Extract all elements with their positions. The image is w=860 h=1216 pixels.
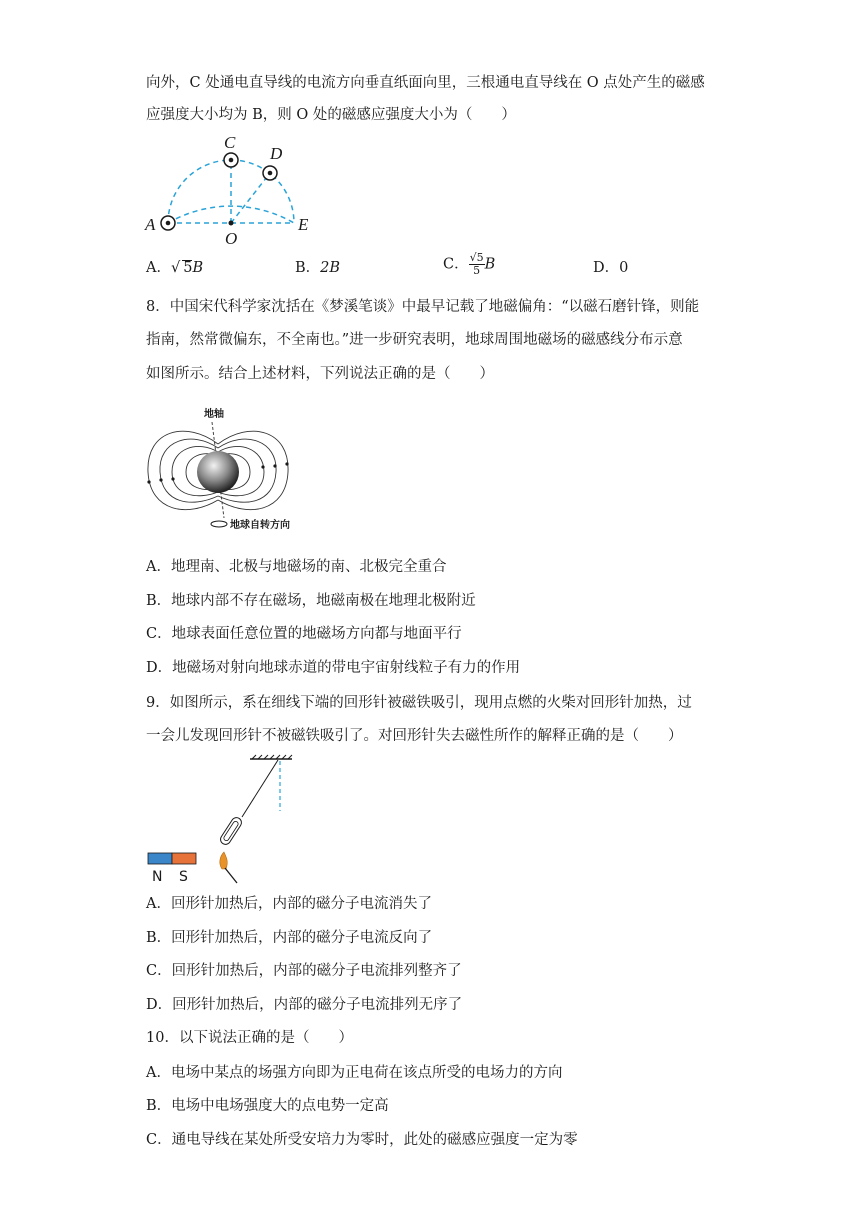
q7-option-a[interactable]: A．√ 5B [146,260,204,276]
q8-stem-line-2: 指南，然常微偏东，不全南也。”进一步研究表明，地球周围地磁场的磁感线分布示意 [146,332,683,348]
label-o: O [225,229,238,248]
q9-option-c[interactable]: C．回形针加热后，内部的磁分子电流排列整齐了 [146,963,462,979]
q7-stem-line-1: 向外，C 处通电直导线的电流方向垂直纸面向里，三根通电直导线在 O 点处产生的磁感 [146,75,705,91]
q8-option-a[interactable]: A．地理南、北极与地磁场的南、北极完全重合 [146,559,447,575]
magnet-s-half [172,853,196,864]
magnet-s-label: S [179,869,188,885]
q7-option-d[interactable]: D．0 [593,260,629,276]
label-e: E [298,215,309,234]
label-a: A [145,215,156,234]
wire-a-dot-icon [161,216,175,230]
q8-stem-line-3: 如图所示。结合上述材料，下列说法正确的是（ ） [146,366,494,382]
wire-c-dot-icon [224,153,238,167]
q9-option-d[interactable]: D．回形针加热后，内部的磁分子电流排列无序了 [146,997,463,1013]
q9-option-a[interactable]: A．回形针加热后，内部的磁分子电流消失了 [146,896,432,912]
q10-option-b[interactable]: B．电场中电场强度大的点电势一定高 [146,1098,389,1114]
q10-option-c[interactable]: C．通电导线在某处所受安培力为零时，此处的磁感应强度一定为零 [146,1132,578,1148]
magnet-n-label: N [152,869,163,885]
magnet-n-half [148,853,172,864]
q7-semicircle-figure [140,130,340,250]
q7-option-b[interactable]: B．2B [295,260,341,276]
q8-option-d[interactable]: D．地磁场对射向地球赤道的带电宇宙射线粒子有力的作用 [146,660,521,676]
thread-line [242,760,278,817]
match-stick [225,868,237,883]
earth-sphere [197,451,239,493]
paperclip-magnet-figure [146,755,306,885]
q7-stem-line-2: 应强度大小均为 B，则 O 处的磁感应强度大小为（ ） [146,107,516,123]
q9-stem-line-2: 一会儿发现回形针不被磁铁吸引了。对回形针失去磁性所作的解释正确的是（ ） [146,728,683,744]
q8-stem-line-1: 8．中国宋代科学家沈括在《梦溪笔谈》中最早记载了地磁偏角：“以磁石磨针锋，则能 [146,299,700,315]
q10-stem: 10．以下说法正确的是（ ） [146,1030,353,1046]
q9-option-b[interactable]: B．回形针加热后，内部的磁分子电流反向了 [146,930,433,946]
label-d: D [270,144,283,163]
q7-option-c[interactable]: C． $\frac{√5}{5}$ B [443,251,496,277]
flame-icon [220,852,227,869]
point-o [229,221,234,226]
earth-axis-label: 地轴 [204,409,224,420]
paperclip-icon [219,816,244,847]
od-line [231,173,270,223]
rotation-arrow-icon [211,521,227,527]
q8-option-b[interactable]: B．地球内部不存在磁场，地磁南极在地理北极附近 [146,593,476,609]
earth-magnetic-field-figure [146,400,306,535]
label-c: C [224,133,236,152]
q8-option-c[interactable]: C．地球表面任意位置的地磁场方向都与地面平行 [146,626,462,642]
wire-d-dot-icon [263,166,277,180]
q10-option-a[interactable]: A．电场中某点的场强方向即为正电荷在该点所受的电场力的方向 [146,1065,563,1081]
q9-stem-line-1: 9．如图所示，系在细线下端的回形针被磁铁吸引，现用点燃的火柴对回形针加热，过 [146,695,692,711]
rotation-direction-label: 地球自转方向 [230,520,290,531]
